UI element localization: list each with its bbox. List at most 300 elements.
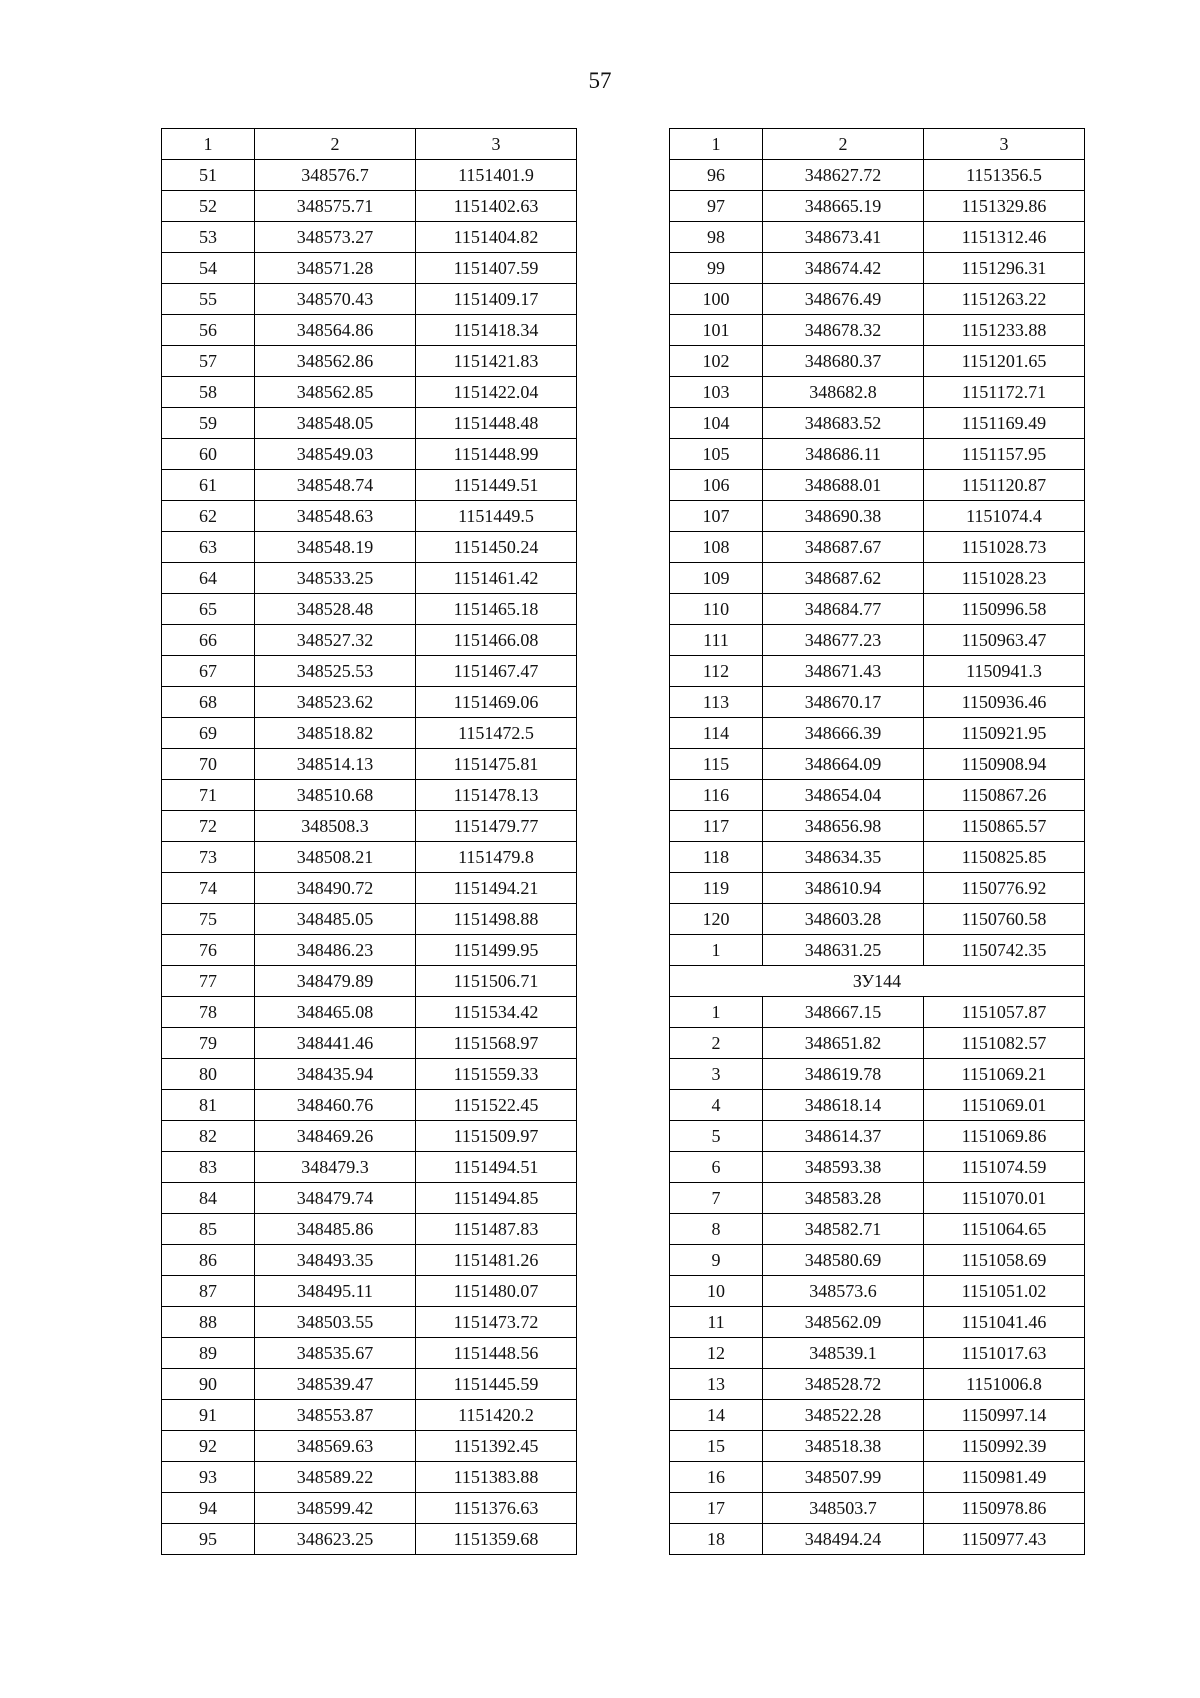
y-coordinate-cell: 1151312.46 [924,222,1085,253]
point-number-cell: 76 [162,935,255,966]
header-row [162,129,577,160]
x-coordinate-cell: 348683.52 [763,408,924,439]
table-row [670,1121,1085,1152]
point-number-cell: 95 [162,1524,255,1555]
table-row [162,625,577,656]
y-coordinate-cell: 1150992.39 [924,1431,1085,1462]
x-coordinate-cell: 348479.89 [255,966,416,997]
y-coordinate-cell: 1151329.86 [924,191,1085,222]
point-number-cell: 51 [162,160,255,191]
point-number-cell: 62 [162,501,255,532]
x-coordinate-cell: 348614.37 [763,1121,924,1152]
point-number-cell: 2 [670,1028,763,1059]
y-coordinate-cell: 1151509.97 [416,1121,577,1152]
x-coordinate-cell: 348508.21 [255,842,416,873]
y-coordinate-cell: 1151420.2 [416,1400,577,1431]
point-number-cell: 1 [670,997,763,1028]
point-number-cell: 99 [670,253,763,284]
x-coordinate-cell: 348682.8 [763,377,924,408]
x-coordinate-cell: 348686.11 [763,439,924,470]
y-coordinate-cell: 1151472.5 [416,718,577,749]
y-coordinate-cell: 1151467.47 [416,656,577,687]
x-coordinate-cell: 348593.38 [763,1152,924,1183]
table-row [162,997,577,1028]
point-number-cell: 87 [162,1276,255,1307]
table-row [670,532,1085,563]
y-coordinate-cell: 1150921.95 [924,718,1085,749]
table-row [162,1214,577,1245]
x-coordinate-cell: 348654.04 [763,780,924,811]
point-number-cell: 5 [670,1121,763,1152]
y-coordinate-cell: 1151069.86 [924,1121,1085,1152]
y-coordinate-cell: 1151120.87 [924,470,1085,501]
point-number-cell: 111 [670,625,763,656]
x-coordinate-cell: 348589.22 [255,1462,416,1493]
y-coordinate-cell: 1150963.47 [924,625,1085,656]
point-number-cell: 120 [670,904,763,935]
x-coordinate-cell: 348518.38 [763,1431,924,1462]
x-coordinate-cell: 348486.23 [255,935,416,966]
column-header: 1 [670,129,763,160]
x-coordinate-cell: 348527.32 [255,625,416,656]
table-row [670,1400,1085,1431]
column-header: 3 [924,129,1085,160]
y-coordinate-cell: 1151469.06 [416,687,577,718]
x-coordinate-cell: 348684.77 [763,594,924,625]
y-coordinate-cell: 1150742.35 [924,935,1085,966]
y-coordinate-cell: 1151201.65 [924,346,1085,377]
y-coordinate-cell: 1151082.57 [924,1028,1085,1059]
y-coordinate-cell: 1151407.59 [416,253,577,284]
x-coordinate-cell: 348627.72 [763,160,924,191]
x-coordinate-cell: 348562.09 [763,1307,924,1338]
y-coordinate-cell: 1151058.69 [924,1245,1085,1276]
table-row [670,1307,1085,1338]
point-number-cell: 81 [162,1090,255,1121]
x-coordinate-cell: 348528.48 [255,594,416,625]
y-coordinate-cell: 1151494.51 [416,1152,577,1183]
table-row [162,1307,577,1338]
table-row [162,563,577,594]
table-row [162,408,577,439]
x-coordinate-cell: 348680.37 [763,346,924,377]
table-row [670,191,1085,222]
y-coordinate-cell: 1151475.81 [416,749,577,780]
point-number-cell: 67 [162,656,255,687]
x-coordinate-cell: 348656.98 [763,811,924,842]
point-number-cell: 112 [670,656,763,687]
y-coordinate-cell: 1151480.07 [416,1276,577,1307]
table-row [670,160,1085,191]
table-row [670,1431,1085,1462]
x-coordinate-cell: 348631.25 [763,935,924,966]
table-row [670,873,1085,904]
y-coordinate-cell: 1151392.45 [416,1431,577,1462]
y-coordinate-cell: 1151069.01 [924,1090,1085,1121]
point-number-cell: 92 [162,1431,255,1462]
point-number-cell: 79 [162,1028,255,1059]
y-coordinate-cell: 1151074.59 [924,1152,1085,1183]
coordinates-table-left [161,128,577,1555]
point-number-cell: 89 [162,1338,255,1369]
x-coordinate-cell: 348553.87 [255,1400,416,1431]
y-coordinate-cell: 1151448.48 [416,408,577,439]
point-number-cell: 108 [670,532,763,563]
table-row [162,687,577,718]
y-coordinate-cell: 1151172.71 [924,377,1085,408]
table-row [670,780,1085,811]
y-coordinate-cell: 1151401.9 [416,160,577,191]
section-row [670,966,1085,997]
y-coordinate-cell: 1151487.83 [416,1214,577,1245]
x-coordinate-cell: 348490.72 [255,873,416,904]
x-coordinate-cell: 348539.1 [763,1338,924,1369]
y-coordinate-cell: 1151070.01 [924,1183,1085,1214]
table-row [670,594,1085,625]
y-coordinate-cell: 1151064.65 [924,1214,1085,1245]
table-row [162,1121,577,1152]
x-coordinate-cell: 348522.28 [763,1400,924,1431]
point-number-cell: 116 [670,780,763,811]
x-coordinate-cell: 348676.49 [763,284,924,315]
x-coordinate-cell: 348549.03 [255,439,416,470]
x-coordinate-cell: 348494.24 [763,1524,924,1555]
table-row [162,377,577,408]
page-number: 57 [588,68,612,93]
y-coordinate-cell: 1151028.23 [924,563,1085,594]
point-number-cell: 90 [162,1369,255,1400]
point-number-cell: 98 [670,222,763,253]
y-coordinate-cell: 1151448.56 [416,1338,577,1369]
point-number-cell: 58 [162,377,255,408]
x-coordinate-cell: 348508.3 [255,811,416,842]
table-row [670,718,1085,749]
table-row [670,408,1085,439]
point-number-cell: 75 [162,904,255,935]
y-coordinate-cell: 1151383.88 [416,1462,577,1493]
y-coordinate-cell: 1151465.18 [416,594,577,625]
table-row [162,1524,577,1555]
point-number-cell: 83 [162,1152,255,1183]
column-header: 2 [763,129,924,160]
table-row [162,1493,577,1524]
y-coordinate-cell: 1151069.21 [924,1059,1085,1090]
x-coordinate-cell: 348673.41 [763,222,924,253]
point-number-cell: 53 [162,222,255,253]
y-coordinate-cell: 1151479.77 [416,811,577,842]
table-row [670,1090,1085,1121]
x-coordinate-cell: 348503.55 [255,1307,416,1338]
point-number-cell: 94 [162,1493,255,1524]
table-row [162,594,577,625]
point-number-cell: 97 [670,191,763,222]
point-number-cell: 9 [670,1245,763,1276]
point-number-cell: 80 [162,1059,255,1090]
table-row [670,656,1085,687]
x-coordinate-cell: 348525.53 [255,656,416,687]
x-coordinate-cell: 348548.74 [255,470,416,501]
table-row [670,1214,1085,1245]
y-coordinate-cell: 1151169.49 [924,408,1085,439]
point-number-cell: 59 [162,408,255,439]
point-number-cell: 66 [162,625,255,656]
point-number-cell: 74 [162,873,255,904]
x-coordinate-cell: 348503.7 [763,1493,924,1524]
y-coordinate-cell: 1151356.5 [924,160,1085,191]
table-row [162,191,577,222]
x-coordinate-cell: 348687.67 [763,532,924,563]
x-coordinate-cell: 348603.28 [763,904,924,935]
table-row [670,439,1085,470]
y-coordinate-cell: 1151359.68 [416,1524,577,1555]
table-row [162,1276,577,1307]
table-row [670,1245,1085,1276]
x-coordinate-cell: 348571.28 [255,253,416,284]
y-coordinate-cell: 1151074.4 [924,501,1085,532]
point-number-cell: 10 [670,1276,763,1307]
y-coordinate-cell: 1151402.63 [416,191,577,222]
point-number-cell: 16 [670,1462,763,1493]
x-coordinate-cell: 348575.71 [255,191,416,222]
x-coordinate-cell: 348677.23 [763,625,924,656]
table-row [162,1338,577,1369]
table-row [162,1090,577,1121]
point-number-cell: 82 [162,1121,255,1152]
point-number-cell: 110 [670,594,763,625]
point-number-cell: 113 [670,687,763,718]
table-row [162,718,577,749]
y-coordinate-cell: 1151409.17 [416,284,577,315]
point-number-cell: 7 [670,1183,763,1214]
point-number-cell: 85 [162,1214,255,1245]
x-coordinate-cell: 348610.94 [763,873,924,904]
x-coordinate-cell: 348670.17 [763,687,924,718]
table-row [162,160,577,191]
table-row [162,1183,577,1214]
y-coordinate-cell: 1151445.59 [416,1369,577,1400]
table-row [670,377,1085,408]
y-coordinate-cell: 1151568.97 [416,1028,577,1059]
y-coordinate-cell: 1150776.92 [924,873,1085,904]
y-coordinate-cell: 1151263.22 [924,284,1085,315]
table-row [670,346,1085,377]
x-coordinate-cell: 348518.82 [255,718,416,749]
point-number-cell: 91 [162,1400,255,1431]
point-number-cell: 117 [670,811,763,842]
x-coordinate-cell: 348485.05 [255,904,416,935]
point-number-cell: 11 [670,1307,763,1338]
x-coordinate-cell: 348674.42 [763,253,924,284]
y-coordinate-cell: 1151157.95 [924,439,1085,470]
x-coordinate-cell: 348678.32 [763,315,924,346]
table-row [670,1493,1085,1524]
table-row [670,749,1085,780]
x-coordinate-cell: 348618.14 [763,1090,924,1121]
point-number-cell: 72 [162,811,255,842]
column-header: 1 [162,129,255,160]
point-number-cell: 100 [670,284,763,315]
point-number-cell: 88 [162,1307,255,1338]
x-coordinate-cell: 348533.25 [255,563,416,594]
point-number-cell: 106 [670,470,763,501]
y-coordinate-cell: 1151479.8 [416,842,577,873]
point-number-cell: 1 [670,935,763,966]
y-coordinate-cell: 1151522.45 [416,1090,577,1121]
table-row [162,346,577,377]
table-row [162,904,577,935]
x-coordinate-cell: 348582.71 [763,1214,924,1245]
x-coordinate-cell: 348523.62 [255,687,416,718]
x-coordinate-cell: 348479.3 [255,1152,416,1183]
x-coordinate-cell: 348623.25 [255,1524,416,1555]
table-row [162,1462,577,1493]
table-row [162,222,577,253]
table-row [162,749,577,780]
y-coordinate-cell: 1151404.82 [416,222,577,253]
table-row [670,222,1085,253]
point-number-cell: 8 [670,1214,763,1245]
y-coordinate-cell: 1151057.87 [924,997,1085,1028]
y-coordinate-cell: 1151466.08 [416,625,577,656]
point-number-cell: 102 [670,346,763,377]
y-coordinate-cell: 1151499.95 [416,935,577,966]
x-coordinate-cell: 348651.82 [763,1028,924,1059]
x-coordinate-cell: 348671.43 [763,656,924,687]
table-row [162,470,577,501]
x-coordinate-cell: 348495.11 [255,1276,416,1307]
point-number-cell: 65 [162,594,255,625]
y-coordinate-cell: 1150977.43 [924,1524,1085,1555]
x-coordinate-cell: 348580.69 [763,1245,924,1276]
point-number-cell: 12 [670,1338,763,1369]
x-coordinate-cell: 348687.62 [763,563,924,594]
y-coordinate-cell: 1151017.63 [924,1338,1085,1369]
table-row [670,1152,1085,1183]
y-coordinate-cell: 1151448.99 [416,439,577,470]
y-coordinate-cell: 1151449.5 [416,501,577,532]
x-coordinate-cell: 348469.26 [255,1121,416,1152]
point-number-cell: 3 [670,1059,763,1090]
header-row [670,129,1085,160]
column-header: 2 [255,129,416,160]
point-number-cell: 93 [162,1462,255,1493]
y-coordinate-cell: 1151449.51 [416,470,577,501]
y-coordinate-cell: 1151481.26 [416,1245,577,1276]
table-row [670,687,1085,718]
column-header: 3 [416,129,577,160]
y-coordinate-cell: 1150908.94 [924,749,1085,780]
table-row [670,997,1085,1028]
point-number-cell: 77 [162,966,255,997]
point-number-cell: 4 [670,1090,763,1121]
y-coordinate-cell: 1151006.8 [924,1369,1085,1400]
y-coordinate-cell: 1150941.3 [924,656,1085,687]
point-number-cell: 14 [670,1400,763,1431]
table-row [670,253,1085,284]
x-coordinate-cell: 348479.74 [255,1183,416,1214]
x-coordinate-cell: 348493.35 [255,1245,416,1276]
y-coordinate-cell: 1151473.72 [416,1307,577,1338]
point-number-cell: 105 [670,439,763,470]
point-number-cell: 69 [162,718,255,749]
table-row [162,811,577,842]
x-coordinate-cell: 348599.42 [255,1493,416,1524]
x-coordinate-cell: 348548.19 [255,532,416,563]
table-row [670,904,1085,935]
table-row [162,842,577,873]
table-row [670,1524,1085,1555]
y-coordinate-cell: 1151450.24 [416,532,577,563]
point-number-cell: 54 [162,253,255,284]
table-row [670,1462,1085,1493]
point-number-cell: 114 [670,718,763,749]
table-row [162,284,577,315]
x-coordinate-cell: 348460.76 [255,1090,416,1121]
y-coordinate-cell: 1151461.42 [416,563,577,594]
table-row [670,284,1085,315]
x-coordinate-cell: 348441.46 [255,1028,416,1059]
table-row [162,501,577,532]
table-row [670,935,1085,966]
y-coordinate-cell: 1150936.46 [924,687,1085,718]
point-number-cell: 101 [670,315,763,346]
x-coordinate-cell: 348564.86 [255,315,416,346]
table-row [670,1028,1085,1059]
table-row [162,656,577,687]
y-coordinate-cell: 1151494.85 [416,1183,577,1214]
y-coordinate-cell: 1150760.58 [924,904,1085,935]
point-number-cell: 63 [162,532,255,563]
y-coordinate-cell: 1151233.88 [924,315,1085,346]
point-number-cell: 115 [670,749,763,780]
table-row [670,625,1085,656]
x-coordinate-cell: 348435.94 [255,1059,416,1090]
point-number-cell: 52 [162,191,255,222]
table-row [670,1183,1085,1214]
table-row [670,470,1085,501]
point-number-cell: 73 [162,842,255,873]
x-coordinate-cell: 348619.78 [763,1059,924,1090]
section-label: ЗУ144 [670,966,1085,997]
coordinates-table-right [669,128,1085,1555]
y-coordinate-cell: 1150865.57 [924,811,1085,842]
y-coordinate-cell: 1150825.85 [924,842,1085,873]
x-coordinate-cell: 348664.09 [763,749,924,780]
y-coordinate-cell: 1150978.86 [924,1493,1085,1524]
x-coordinate-cell: 348570.43 [255,284,416,315]
x-coordinate-cell: 348562.85 [255,377,416,408]
point-number-cell: 6 [670,1152,763,1183]
point-number-cell: 118 [670,842,763,873]
y-coordinate-cell: 1151376.63 [416,1493,577,1524]
x-coordinate-cell: 348507.99 [763,1462,924,1493]
table-row [670,501,1085,532]
table-row [162,935,577,966]
point-number-cell: 61 [162,470,255,501]
point-number-cell: 68 [162,687,255,718]
point-number-cell: 104 [670,408,763,439]
x-coordinate-cell: 348528.72 [763,1369,924,1400]
x-coordinate-cell: 348583.28 [763,1183,924,1214]
point-number-cell: 64 [162,563,255,594]
point-number-cell: 107 [670,501,763,532]
x-coordinate-cell: 348485.86 [255,1214,416,1245]
point-number-cell: 103 [670,377,763,408]
table-row [162,315,577,346]
x-coordinate-cell: 348510.68 [255,780,416,811]
point-number-cell: 109 [670,563,763,594]
point-number-cell: 78 [162,997,255,1028]
